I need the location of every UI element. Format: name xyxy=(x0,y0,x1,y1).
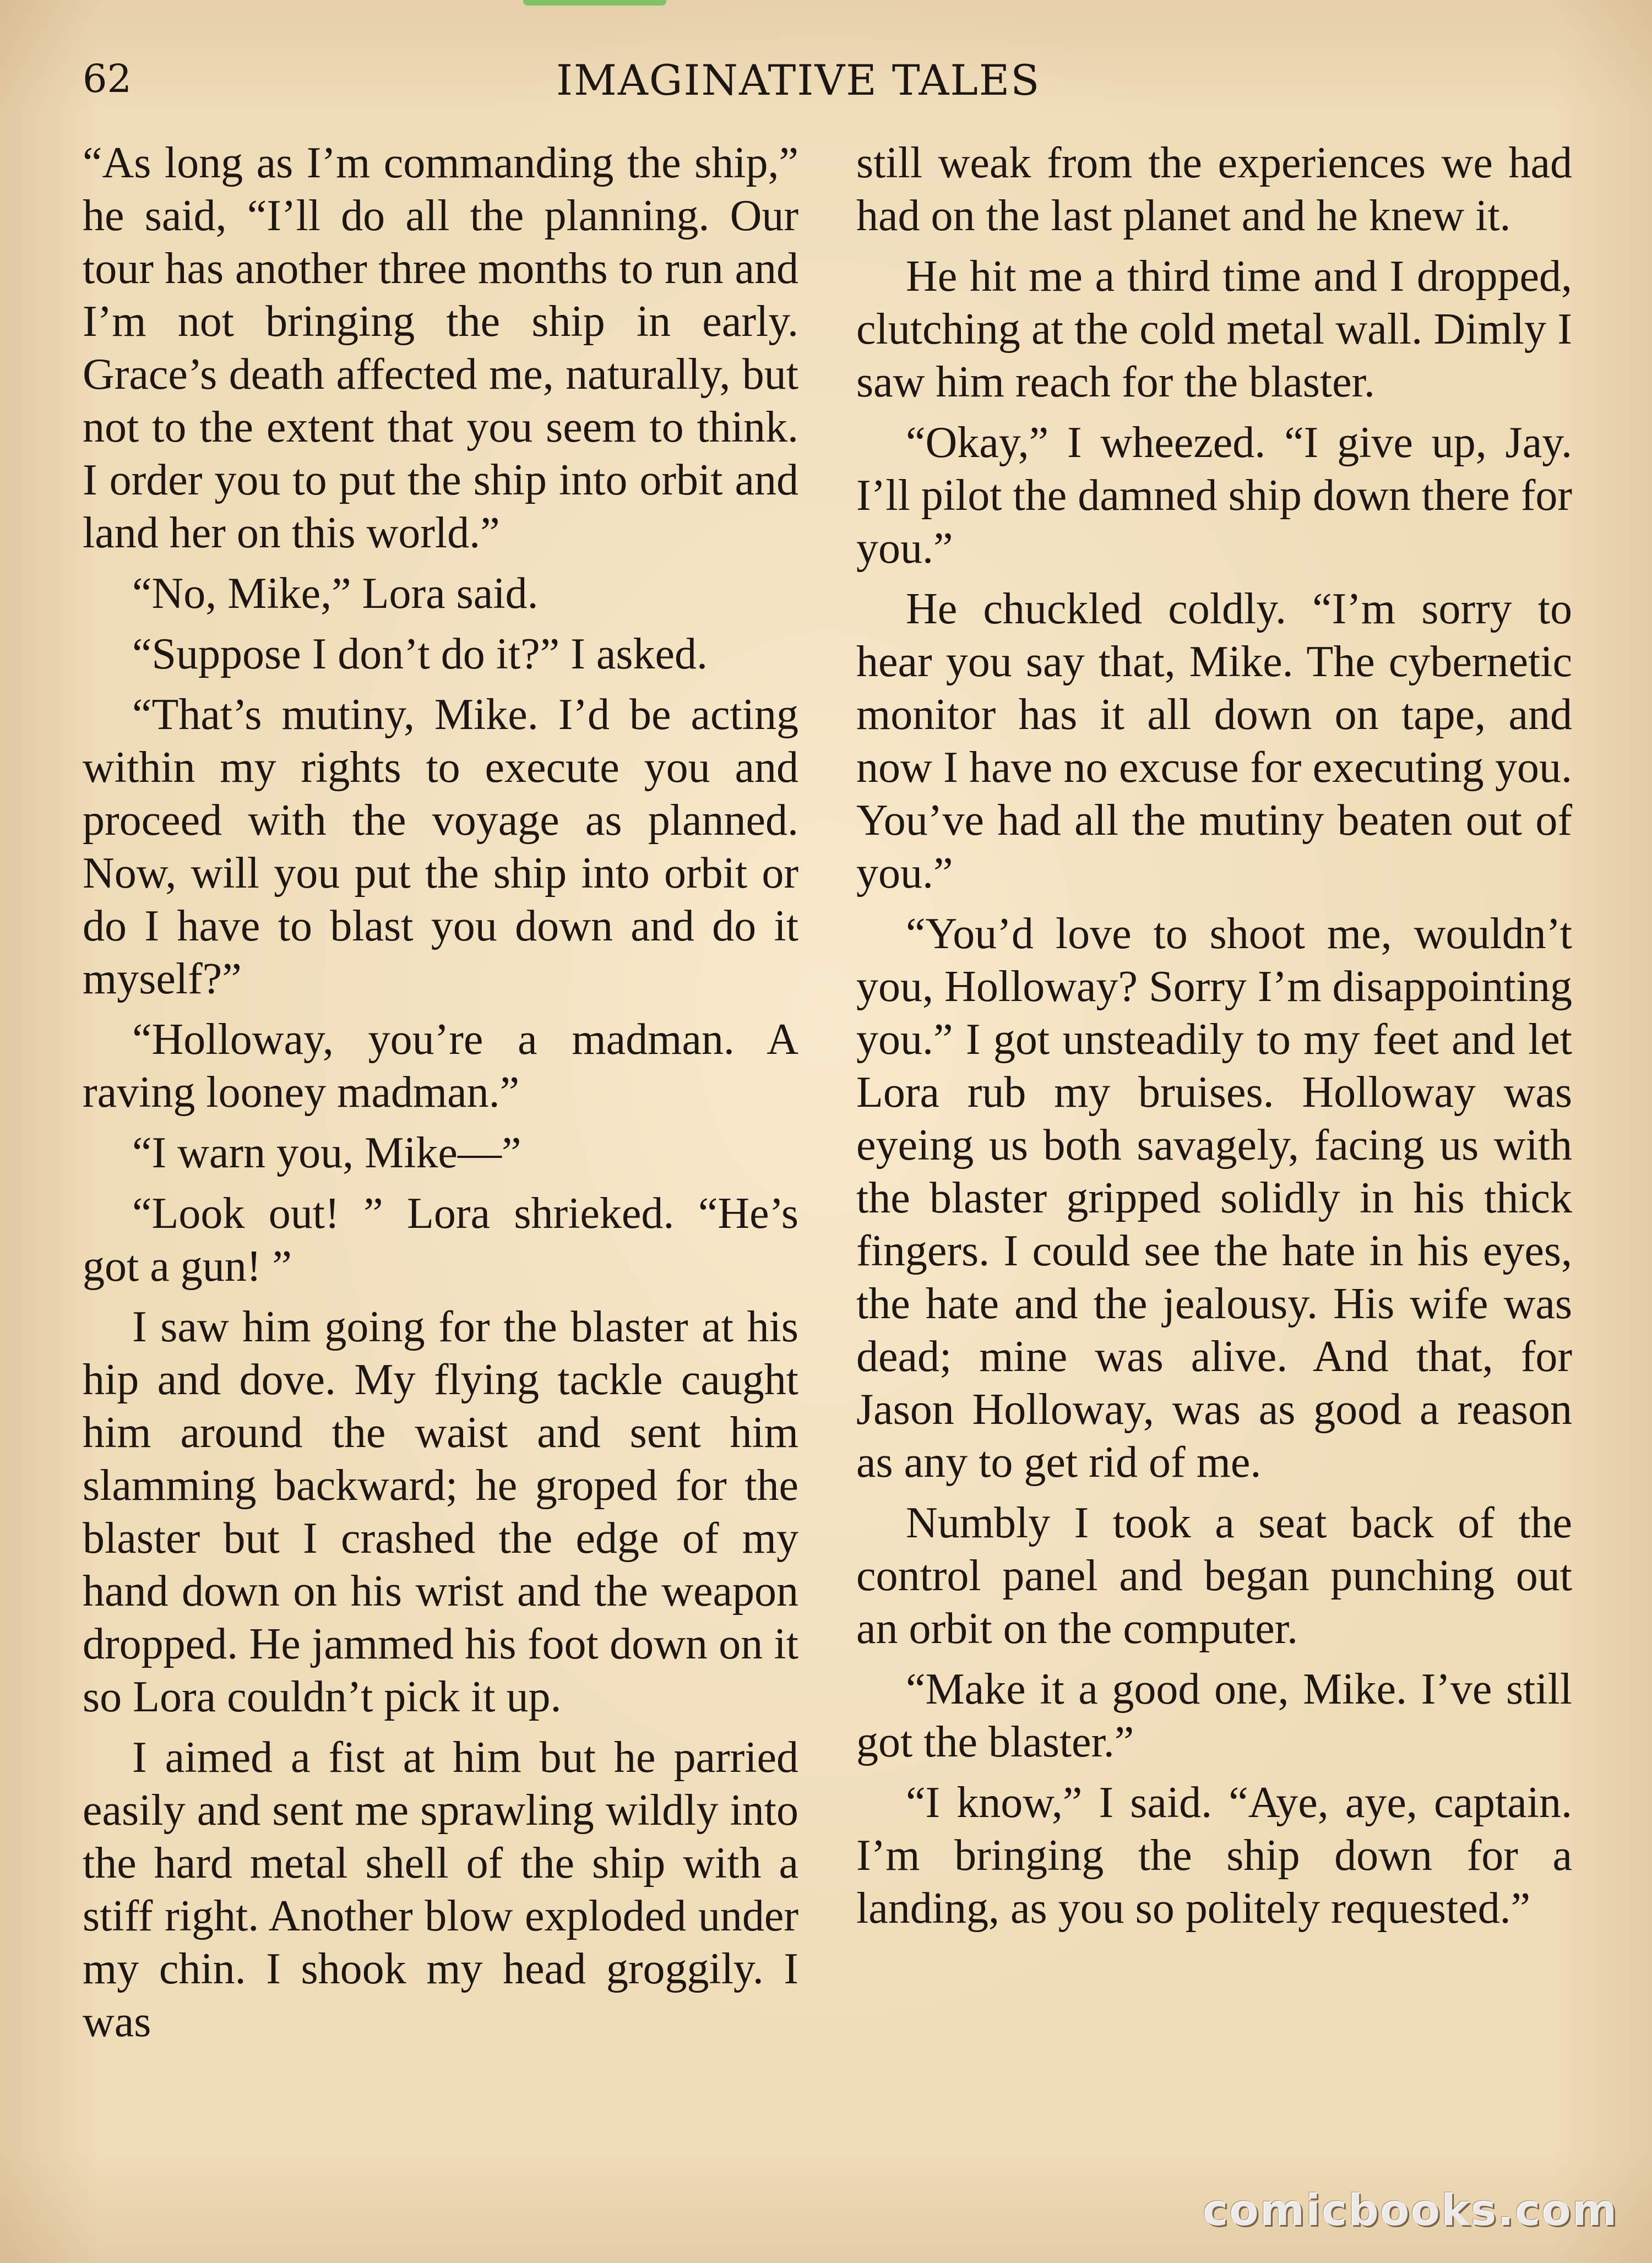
paragraph: He chuckled coldly. “I’m sorry to hear you say that, Mike. The cybernetic monitor has it all down on tape, and now I have no excuse for executing you. You’ve had all the mutiny beaten out of you.” xyxy=(856,585,1572,897)
paragraph: “Okay,” I wheezed. “I give up, Jay. I’ll pilot the damned ship down there for you.” xyxy=(856,418,1572,573)
paragraph: I saw him going for the blaster at his hip and dove. My flying tackle caught him around the waist and sent him slamming backward; he groped for the blaster but I crashed the edge of my hand down on his wrist and the weapon dropped. He jammed his foot down on it so Lora couldn’t pick it up. xyxy=(83,1303,798,1721)
paragraph: still weak from the experiences we had had on the last planet and he knew it. xyxy=(856,139,1572,240)
right-column xyxy=(856,137,1572,1943)
paragraph: “Holloway, you’re a madman. A raving looney madman.” xyxy=(83,1015,798,1117)
paragraph: “I warn you, Mike—” xyxy=(132,1129,521,1177)
paragraph: He hit me a third time and I dropped, clutching at the cold metal wall. Dimly I saw him reach for the blaster. xyxy=(856,252,1572,406)
paragraph: “Make it a good one, Mike. I’ve still got the blaster.” xyxy=(856,1665,1572,1766)
paragraph: I aimed a fist at him but he parried easily and sent me sprawling wildly into the hard metal shell of the ship with a stiff right. Another blow exploded under my chin. I shook my head groggily. I was xyxy=(83,1733,798,2046)
paragraph: “Suppose I don’t do it?” I asked. xyxy=(132,630,708,678)
paragraph: “No, Mike,” Lora said. xyxy=(132,569,539,618)
paragraph: Numbly I took a seat back of the control panel and began punching out an orbit on the computer. xyxy=(856,1499,1572,1653)
paragraph: “Look out! ” Lora shrieked. “He’s got a gun! ” xyxy=(83,1189,798,1291)
paragraph: “You’d love to shoot me, wouldn’t you, Holloway? Sorry I’m disappointing you.” I got unsteadily to my feet and let Lora rub my bruises. Holloway was eyeing us both savagely, facing us with the blaster gripped solidly in his thick fingers. I could see the hate in his eyes, the hate and the jealousy. His wife was dead; mine was alive. And that, for Jason Holloway, was as good a reason as any to get rid of me. xyxy=(856,910,1572,1487)
paragraph: “I know,” I said. “Aye, aye, captain. I’m bringing the ship down for a landing, as you so politely requested.” xyxy=(856,1778,1572,1933)
running-head: IMAGINATIVE TALES xyxy=(556,56,1041,105)
watermark-logo: comicbooks.com xyxy=(1202,2186,1618,2235)
top-edge-tab xyxy=(523,0,666,6)
paragraph: “That’s mutiny, Mike. I’d be acting within my rights to execute you and proceed with the voyage as planned. Now, will you put the ship into orbit or do I have to blast you down and do it myself?” xyxy=(83,690,798,1003)
page-number: 62 xyxy=(83,56,132,101)
paragraph: “As long as I’m commanding the ship,” he said, “I’ll do all the planning. Our tour has another three months to run and I’m not bringing the ship in early. Grace’s death affected me, naturally, but not to the extent that you seem to think. I order you to put the ship into orbit and land her on this world.” xyxy=(83,139,798,557)
left-column xyxy=(83,137,798,2056)
